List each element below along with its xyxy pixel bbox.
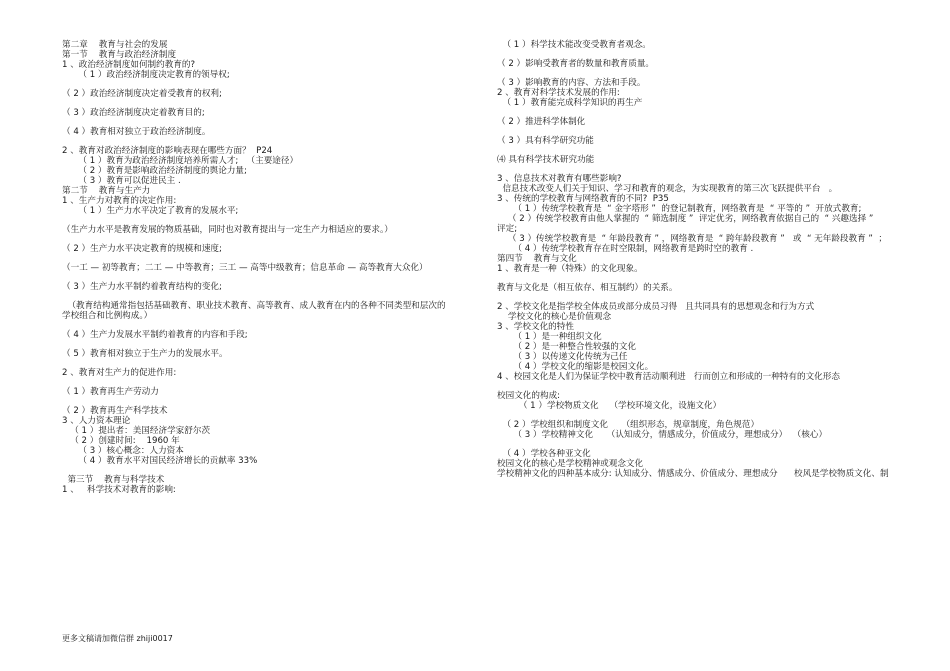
- line-spacer: [62, 235, 482, 244]
- text-line: 1 、政治经济制度如何制约教育的?: [62, 60, 196, 70]
- line-spacer: [62, 378, 482, 387]
- line-spacer: [62, 80, 482, 89]
- text-line: （一工 — 初等教育；二工 — 中等教育；三工 — 高等中级教育；信息革命 — 高等教育大众化）: [62, 263, 428, 273]
- text-line: （ 4 ）教育水平对国民经济增长的贡献率 33%: [62, 456, 258, 466]
- left-column: [62, 40, 482, 495]
- text-line: 信息技术改变人们关于知识、学习和教育的观念，为实现教育的第三次飞跃提供平台 。: [497, 184, 838, 194]
- line-spacer: [62, 340, 482, 349]
- text-line: （ 3 ）生产力水平制约着教育结构的变化;: [62, 282, 222, 292]
- line-spacer: [497, 108, 937, 117]
- text-line: （ 2 ）学校组织和制度文化 （组织形态，规章制度，角色规范）: [497, 420, 760, 430]
- text-line: （ 4 ）学校文化的缩影是校园文化。: [497, 362, 654, 372]
- text-line: （ 3 ）学校精神文化 （认知成分，情感成分，价值成分，理想成分） （核心）: [497, 430, 828, 440]
- text-line: （ 4 ）生产力发展水平制约着教育的内容和手段;: [62, 330, 248, 340]
- text-line: 2 、教育对科学技术发展的作用:: [497, 88, 620, 98]
- text-line: 第二节 教育与生产力: [62, 186, 151, 196]
- text-line: （教育结构通常指包括基础教育、职业技术教育、高等教育、成人教育在内的各种不同类型和层次的: [62, 301, 446, 311]
- text-line: 校园文化的核心是学校精神或观念文化: [497, 459, 644, 469]
- line-spacer: [62, 216, 482, 225]
- text-line: （ 3 ）教育可以促进民主 .: [62, 176, 181, 186]
- right-column: [497, 40, 937, 479]
- line-spacer: [62, 397, 482, 406]
- text-line: （ 3 ）以传递文化传统为己任: [497, 352, 628, 362]
- line-spacer: [497, 127, 937, 136]
- text-line: 3 、人力资本理论: [62, 416, 131, 426]
- text-line: （ 2 ）教育是影响政治经济制度的舆论力量;: [62, 166, 247, 176]
- text-line: 学校组合和比例构成。）: [62, 311, 153, 321]
- text-line: （ 2 ）传统学校教育由他人掌握的 “ 筛选制度 ” 评定优劣，网络教育依据自己的 “ 兴趣选择 ”: [497, 214, 874, 224]
- text-line: （ 2 ）推进科学体制化: [497, 117, 586, 127]
- text-line: 1 、生产力对教育的决定作用:: [62, 196, 177, 206]
- line-spacer: [497, 382, 937, 391]
- text-line: （ 4 ）学校各种亚文化: [497, 449, 591, 459]
- line-spacer: [62, 466, 482, 475]
- text-line: 3 、学校文化的特性: [497, 322, 574, 332]
- text-line: （生产力水平是教育发展的物质基础，同时也对教育提出与一定生产力相适应的要求。）: [62, 225, 393, 235]
- text-line: （ 1 ）是一种组织文化: [497, 332, 602, 342]
- text-line: （ 2 ）是一种整合性较强的文化: [497, 342, 637, 352]
- text-line: 学校文化的核心是价值观念: [497, 312, 612, 322]
- text-line: 校园文化的构成:: [497, 391, 561, 401]
- text-line: 2 、学校文化是指学校全体成员或部分成员习得 且共同具有的思想观念和行为方式: [497, 302, 815, 312]
- text-line: （ 4 ）传统学校教育存在时空限制，网络教育是跨时空的教育 .: [497, 244, 754, 254]
- text-line: （ 1 ）科学技术能改变受教育者观念。: [497, 40, 651, 50]
- text-line: （ 3 ）传统学校教育是 “ 年龄段教育 ” ，网络教育是 “ 跨年龄段教育 ” 或 “ 无年龄段教育 ” ；: [497, 234, 887, 244]
- text-line: 第二章 教育与社会的发展: [62, 40, 168, 50]
- line-spacer: [497, 440, 937, 449]
- text-line: 教育与文化是（相互依存、相互制约）的关系。: [497, 283, 678, 293]
- text-line: 2 、教育对生产力的促进作用:: [62, 368, 177, 378]
- text-line: （ 2 ）影响受教育者的数量和教育质量。: [497, 59, 655, 69]
- text-line: （ 4 ）教育相对独立于政治经济制度。: [62, 127, 211, 137]
- line-spacer: [62, 273, 482, 282]
- text-line: ⑷ 具有科学技术研究功能: [497, 155, 595, 165]
- text-line: （ 1 ）传统学校教育是 “ 金字塔形 ” 的登记制教育，网络教育是 “ 平等的 ” 开放式教育;: [497, 204, 862, 214]
- text-line: （ 1 ）提出者：美国经济学家舒尔茨: [62, 426, 211, 436]
- text-line: 2 、教育对政治经济制度的影响表现在哪些方面？ P24: [62, 146, 273, 156]
- text-line: 1 、 科学技术对教育的影响:: [62, 485, 176, 495]
- text-line: 第一节 教育与政治经济制度: [62, 50, 177, 60]
- text-line: 3 、信息技术对教育有哪些影响?: [497, 174, 622, 184]
- text-line: （ 2 ）教育再生产科学技术: [62, 406, 168, 416]
- line-spacer: [62, 118, 482, 127]
- text-line: （ 3 ）具有科学研究功能: [497, 136, 594, 146]
- line-spacer: [62, 254, 482, 263]
- footer-note: 更多文稿请加微信群 zhiji0017: [62, 634, 173, 643]
- text-line: （ 2 ）创建时间: 1960 年: [62, 436, 180, 446]
- line-spacer: [62, 137, 482, 146]
- line-spacer: [497, 146, 937, 155]
- text-line: 学校精神文化的四种基本成分: 认知成分、情感成分、价值成分、理想成分 校风是学校物质文化、制: [497, 469, 889, 479]
- text-line: （ 2 ）生产力水平决定教育的规模和速度;: [62, 244, 222, 254]
- text-line: （ 1 ）生产力水平决定了教育的发展水平;: [62, 206, 239, 216]
- text-line: 第四节 教育与文化: [497, 254, 577, 264]
- text-line: （ 1 ）教育能完成科学知识的再生产: [497, 98, 643, 108]
- line-spacer: [497, 293, 937, 302]
- line-spacer: [62, 292, 482, 301]
- text-line: （ 1 ）学校物质文化 （学校环境文化，设施文化）: [497, 401, 722, 411]
- text-line: （ 2 ）政治经济制度决定着受教育的权利;: [62, 89, 222, 99]
- text-line: 评定;: [497, 224, 518, 234]
- text-line: （ 3 ）影响教育的内容、方法和手段。: [497, 78, 646, 88]
- text-line: （ 3 ）政治经济制度决定着教育目的;: [62, 108, 205, 118]
- line-spacer: [62, 359, 482, 368]
- text-line: 1 、教育是一种（特殊）的文化现象。: [497, 264, 643, 274]
- text-line: （ 1 ）教育为政治经济制度培养所需人才; （主要途径）: [62, 156, 299, 166]
- text-line: （ 1 ）政治经济制度决定教育的领导权;: [62, 70, 230, 80]
- line-spacer: [497, 50, 937, 59]
- text-line: 4 、校园文化是人们为保证学校中教育活动顺利进 行而创立和形成的一种特有的文化形态: [497, 372, 840, 382]
- line-spacer: [497, 411, 937, 420]
- text-line: （ 3 ）核心概念：人力资本: [62, 446, 184, 456]
- text-line: （ 5 ）教育相对独立于生产力的发展水平。: [62, 349, 228, 359]
- line-spacer: [497, 165, 937, 174]
- line-spacer: [497, 69, 937, 78]
- text-line: 第三节 教育与科学技术: [62, 475, 165, 485]
- line-spacer: [62, 321, 482, 330]
- text-line: （ 1 ）教育再生产劳动力: [62, 387, 159, 397]
- text-line: 3 、传统的学校教育与网络教育的不同? P35: [497, 194, 669, 204]
- line-spacer: [497, 274, 937, 283]
- line-spacer: [62, 99, 482, 108]
